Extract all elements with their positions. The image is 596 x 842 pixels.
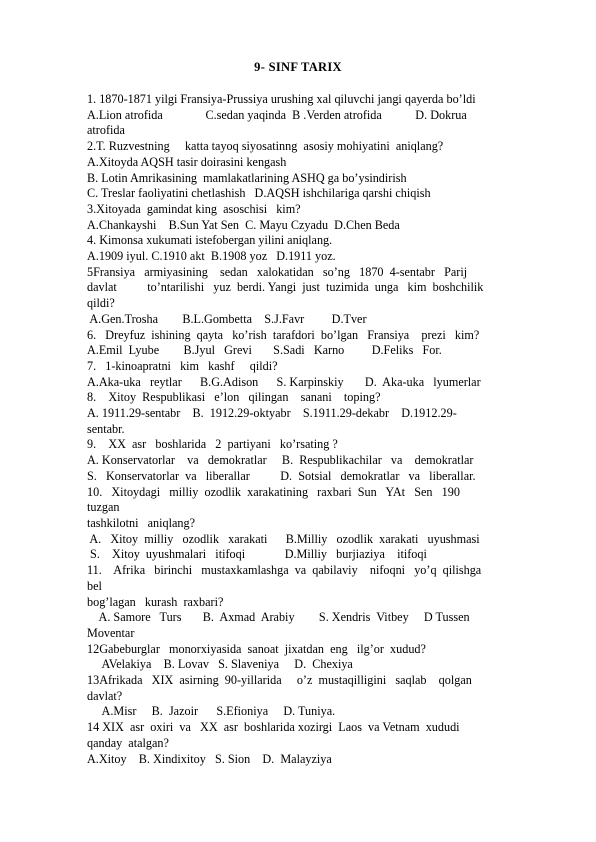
text-line: 12Gabeburglar monorxiyasida sanoat jixatdan eng ilg’or xudud? <box>87 641 426 656</box>
text-line: 13Afrikada XIX asirning 90-yillarida o’z mustaqilligini saqlab qolgan <box>87 673 472 688</box>
text-line: 5Fransiya armiyasining sedan xalokatidan so’ng 1870 4-sentabr Parij <box>87 264 468 279</box>
text-line: 1. 1870-1871 yilgi Fransiya-Prussiya urushing xal qiluvchi jangi qayerda bo’ldi <box>87 92 476 106</box>
text-line: 7. 1-kinoapratni kim kashf qildi? <box>87 358 278 373</box>
text-line: bog’lagan kurash raxbari? <box>87 594 224 609</box>
text-line: A. Samore Turs B. Axmad Arabiy S. Xendris Vitbey D Tussen <box>87 610 470 625</box>
text-line: 4. Kimonsa xukumati istefobergan yilini aniqlang. <box>87 233 333 248</box>
text-line: tashkilotni aniqlang? <box>87 515 195 530</box>
text-line: A.Xitoyda AQSH tasir doirasini kengash <box>87 154 287 169</box>
page-title: 9- SINF TARIX <box>254 60 342 74</box>
text-line: 10. Xitoydagi milliy ozodlik xarakatining raxbari Sun YAt Sen 190 <box>87 484 460 499</box>
text-line: qildi? <box>87 296 115 311</box>
text-line: A.Gen.Trosha B.L.Gombetta S.J.Favr D.Tver <box>87 311 367 326</box>
text-line: A.Xitoy B. Xindixitoy S. Sion D. Malayziya <box>87 751 332 766</box>
text-line: bel <box>87 578 102 593</box>
text-line: A.1909 iyul. C.1910 akt B.1908 yoz D.1911 yoz. <box>87 249 336 264</box>
text-line: 6. Dreyfuz ishining qayta ko’rish tarafdori bo’lgan Fransiya prezi kim? <box>87 327 480 342</box>
text-line: sentabr. <box>87 421 125 436</box>
text-line: A.Misr B. Jazoir S.Efioniya D. Tuniya. <box>87 704 336 719</box>
text-line: qanday atalgan? <box>87 735 169 750</box>
text-line: tuzgan <box>87 500 120 515</box>
text-line: davlat? <box>87 688 123 703</box>
text-line: A.Emil Lyube B.Jyul Grevi S.Sadi Karno D.Feliks For. <box>87 343 442 358</box>
question-list <box>87 92 553 767</box>
text-line: B. Lotin Amrikasining mamlakatlarining ASHQ ga bo’ysindirish <box>87 170 407 185</box>
text-line: A.Lion atrofida C.sedan yaqinda B .Verden atrofida D. Dokrua <box>87 107 467 122</box>
text-line: davlat to’ntarilishi yuz berdi. Yangi just tuzimida unga kim boshchilik <box>87 280 484 295</box>
text-line: S. Konservatorlar va liberallar D. Sotsial demokratlar va liberallar. <box>87 468 476 483</box>
text-line: AVelakiya B. Lovav S. Slaveniya D. Chexiya <box>87 657 353 672</box>
text-line: 9. XX asr boshlarida 2 partiyani ko’rsating ? <box>87 437 338 452</box>
text-line: S. Xitoy uyushmalari itifoqi D.Milliy burjiaziya itifoqi <box>87 547 427 562</box>
text-line: C. Treslar faoliyatini chetlashish D.AQSH ishchilariga qarshi chiqish <box>87 186 431 201</box>
text-line: 3.Xitoyada gamindat king asoschisi kim? <box>87 201 301 216</box>
text-line: A. 1911.29-sentabr B. 1912.29-oktyabr S.1911.29-dekabr D.1912.29- <box>87 406 457 421</box>
text-line: 14 XIX asr oxiri va XX asr boshlarida xozirgi Laos va Vetnam xududi <box>87 720 460 735</box>
text-line: Moventar <box>87 625 135 640</box>
text-line: atrofida <box>87 123 125 138</box>
text-line: 2.T. Ruzvestning katta tayoq siyosatinng asosiy mohiyatini aniqlang? <box>87 139 444 154</box>
text-line: A. Xitoy milliy ozodlik xarakati B.Milliy ozodlik xarakati uyushmasi <box>87 531 480 546</box>
text-line: 8. Xitoy Respublikasi e’lon qilingan sanani toping? <box>87 390 381 405</box>
text-line: 11. Afrika birinchi mustaxkamlashga va qabilaviy nifoqni yo’q qilishga <box>87 563 482 578</box>
text-line: A.Aka-uka reytlar B.G.Adison S. Karpinskiy D. Aka-uka lyumerlar <box>87 374 481 389</box>
text-line: A.Chankayshi B.Sun Yat Sen C. Mayu Czyadu D.Chen Beda <box>87 217 400 232</box>
text-line: A. Konservatorlar va demokratlar B. Respublikachilar va demokratlar <box>87 453 474 468</box>
